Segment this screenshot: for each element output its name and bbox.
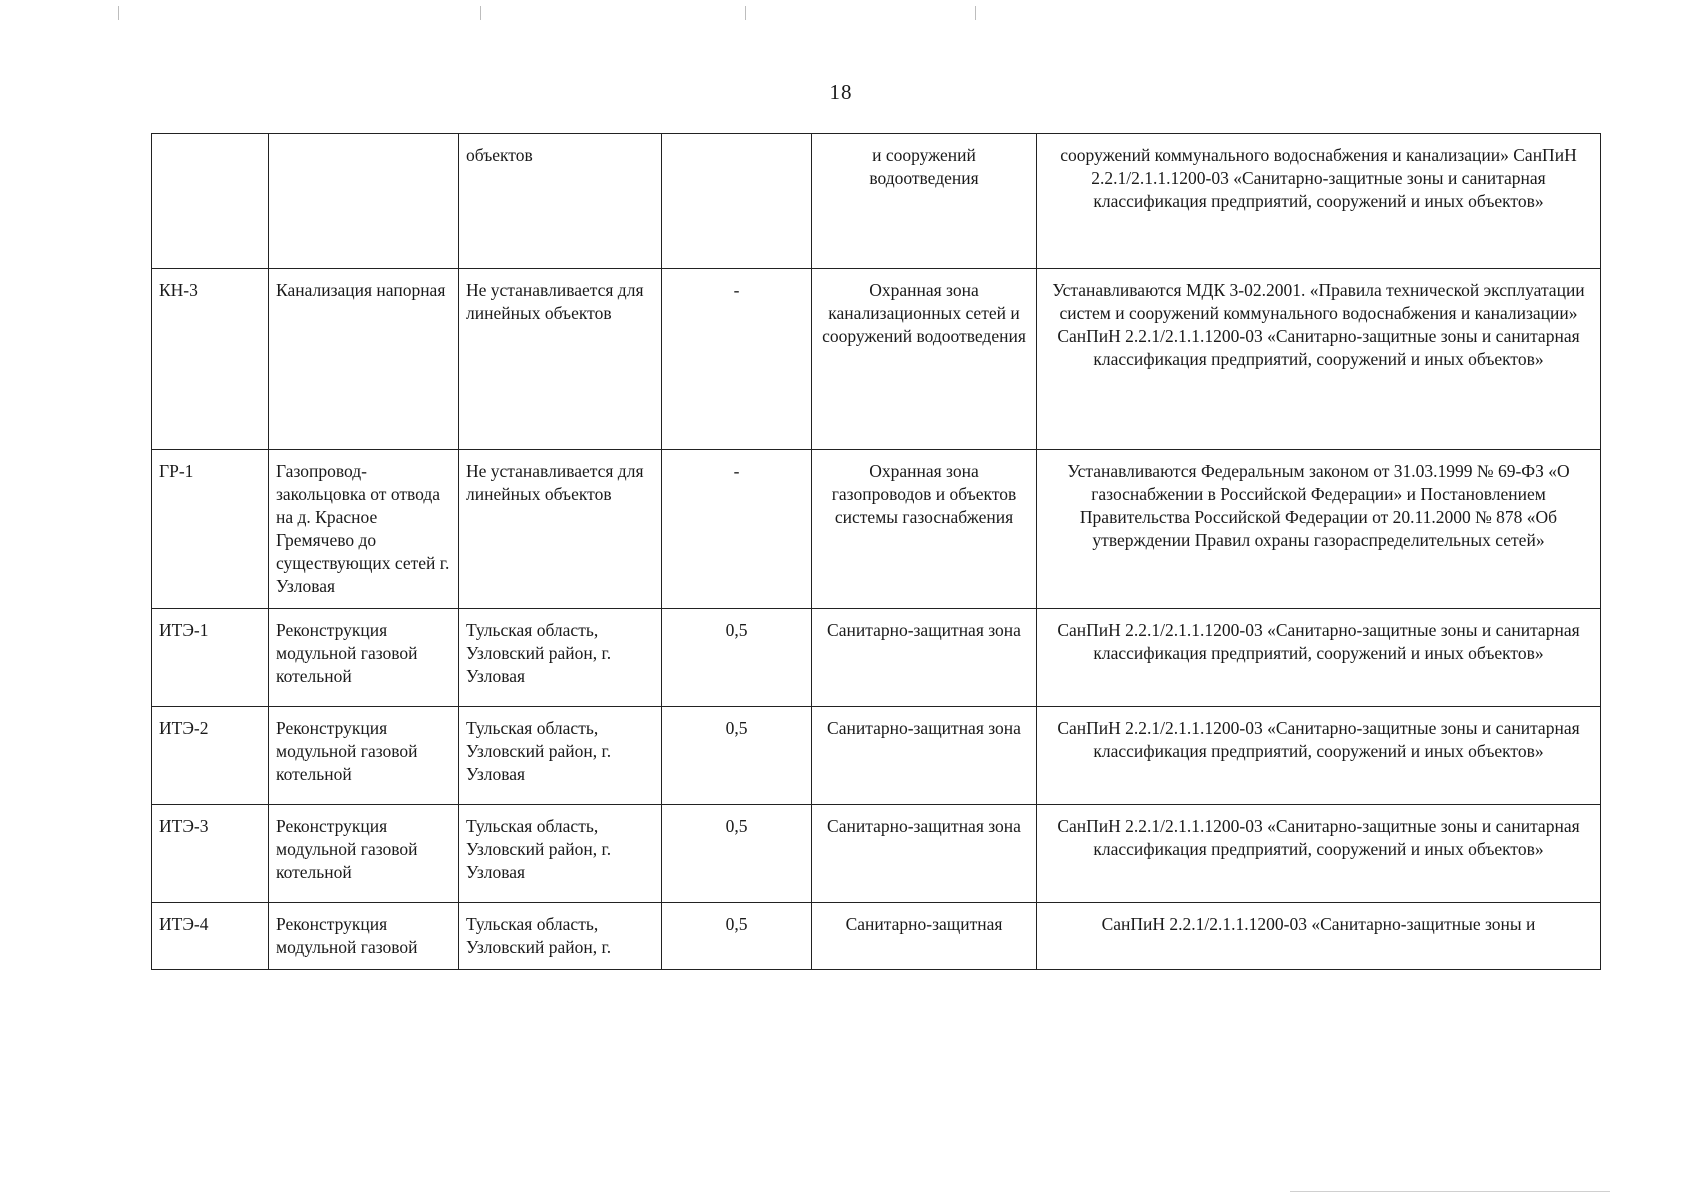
zone-size: 0,5 [662, 903, 812, 970]
object-name: Канализация напорная [269, 269, 459, 450]
object-location: Тульская область, Узловский район, г. Узловая [459, 707, 662, 805]
zone-type: Санитарно-защитная [812, 903, 1037, 970]
zone-regulation: Устанавливаются МДК 3-02.2001. «Правила технической эксплуатации систем и сооружений коммунального водоснабжения и канализации» СанПиН 2.2.1/2.1.1.1200-03 «Санитарно-защитные зоны и санитарная классификация предприятий, сооружений и иных объектов» [1037, 269, 1601, 450]
object-name: Реконструкция модульной газовой [269, 903, 459, 970]
zone-size: - [662, 450, 812, 609]
object-code [152, 134, 269, 269]
object-name: Реконструкция модульной газовой котельной [269, 805, 459, 903]
object-location: Не устанавливается для линейных объектов [459, 269, 662, 450]
table-row [152, 903, 1601, 970]
zone-regulation: СанПиН 2.2.1/2.1.1.1200-03 «Санитарно-защитные зоны и санитарная классификация предприятий, сооружений и иных объектов» [1037, 609, 1601, 707]
zone-regulation: Устанавливаются Федеральным законом от 31.03.1999 № 69-ФЗ «О газоснабжении в Российской Федерации» и Постановлением Правительства Российской Федерации от 20.11.2000 № 878 «Об утверждении Правил охраны газораспределительных сетей» [1037, 450, 1601, 609]
object-location: Тульская область, Узловский район, г. Узловая [459, 805, 662, 903]
zone-size [662, 134, 812, 269]
object-location: Не устанавливается для линейных объектов [459, 450, 662, 609]
zone-size: 0,5 [662, 805, 812, 903]
zone-type: Санитарно-защитная зона [812, 707, 1037, 805]
table-row [152, 609, 1601, 707]
object-name: Реконструкция модульной газовой котельной [269, 609, 459, 707]
zone-type: Санитарно-защитная зона [812, 609, 1037, 707]
object-location: Тульская область, Узловский район, г. [459, 903, 662, 970]
zone-regulation: СанПиН 2.2.1/2.1.1.1200-03 «Санитарно-защитные зоны и санитарная классификация предприятий, сооружений и иных объектов» [1037, 707, 1601, 805]
scan-artifact [480, 6, 481, 20]
object-code: ИТЭ-4 [152, 903, 269, 970]
page-number: 18 [829, 80, 853, 104]
zone-size: 0,5 [662, 609, 812, 707]
object-name: Реконструкция модульной газовой котельной [269, 707, 459, 805]
object-code: КН-3 [152, 269, 269, 450]
object-code: ГР-1 [152, 450, 269, 609]
object-code: ИТЭ-1 [152, 609, 269, 707]
table-row [152, 450, 1601, 609]
zone-type: Охранная зона газопроводов и объектов системы газоснабжения [812, 450, 1037, 609]
zone-size: - [662, 269, 812, 450]
object-code: ИТЭ-2 [152, 707, 269, 805]
zone-regulation: сооружений коммунального водоснабжения и канализации» СанПиН 2.2.1/2.1.1.1200-03 «Санитарно-защитные зоны и санитарная классификация предприятий, сооружений и иных объектов» [1037, 134, 1601, 269]
scan-artifact [1290, 1191, 1610, 1192]
scan-artifact [745, 6, 746, 20]
object-location: объектов [459, 134, 662, 269]
zone-size: 0,5 [662, 707, 812, 805]
table-row [152, 269, 1601, 450]
scan-artifact [975, 6, 976, 20]
table-row [152, 134, 1601, 269]
zone-type: и сооружений водоотведения [812, 134, 1037, 269]
zones-table [151, 133, 1601, 970]
zone-regulation: СанПиН 2.2.1/2.1.1.1200-03 «Санитарно-защитные зоны и [1037, 903, 1601, 970]
object-name [269, 134, 459, 269]
zone-regulation: СанПиН 2.2.1/2.1.1.1200-03 «Санитарно-защитные зоны и санитарная классификация предприятий, сооружений и иных объектов» [1037, 805, 1601, 903]
table-row [152, 707, 1601, 805]
object-code: ИТЭ-3 [152, 805, 269, 903]
table-row [152, 805, 1601, 903]
object-name: Газопровод-закольцовка от отвода на д. Красное Гремячево до существующих сетей г. Узловая [269, 450, 459, 609]
zone-type: Санитарно-защитная зона [812, 805, 1037, 903]
zone-type: Охранная зона канализационных сетей и сооружений водоотведения [812, 269, 1037, 450]
object-location: Тульская область, Узловский район, г. Узловая [459, 609, 662, 707]
scan-artifact [118, 6, 119, 20]
